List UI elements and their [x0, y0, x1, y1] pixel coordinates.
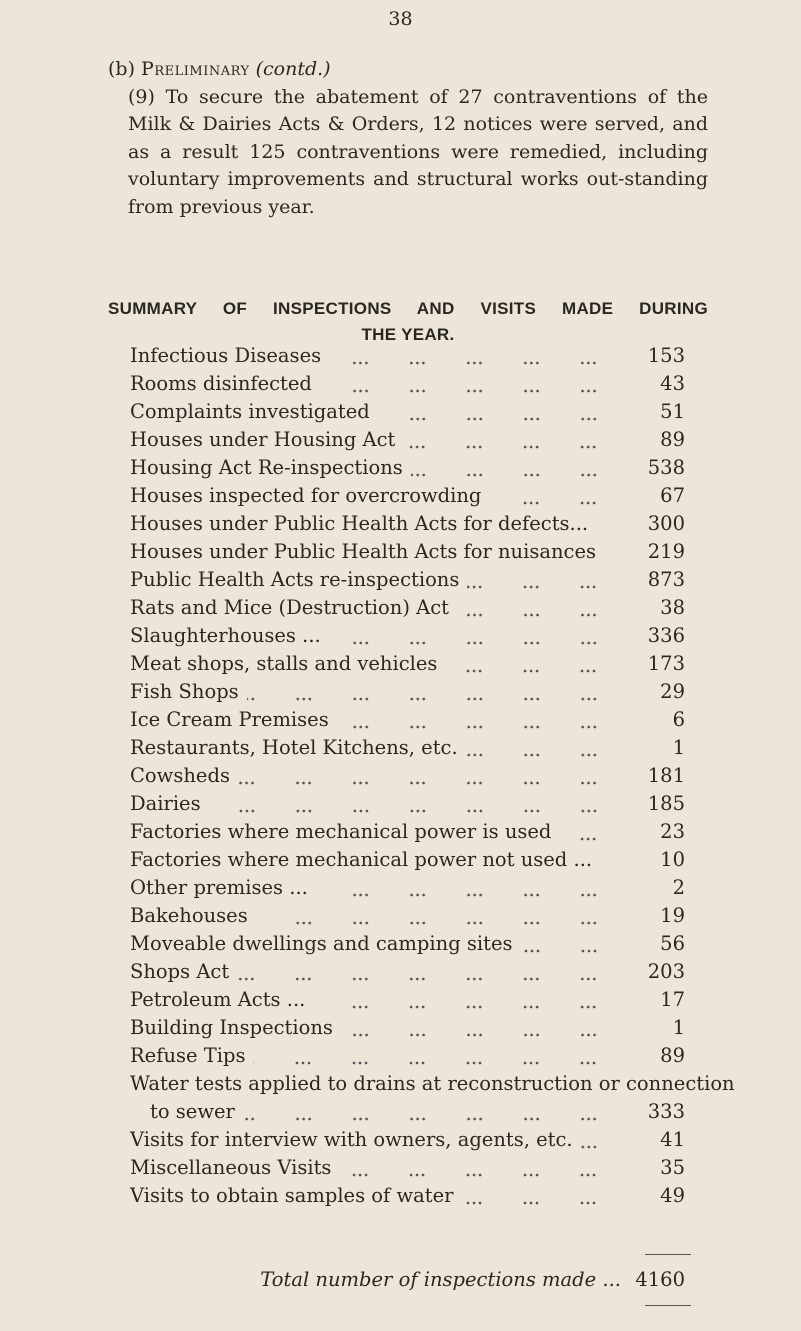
- item-label: Complaints investigated: [130, 400, 370, 423]
- total-rule-top: [645, 1254, 691, 1255]
- item-value: 29: [660, 680, 685, 703]
- item-label: Other premises ...: [130, 876, 308, 899]
- item-label: Restaurants, Hotel Kitchens, etc.: [130, 736, 458, 759]
- list-item: [130, 1184, 685, 1212]
- dot-leader: [600, 865, 625, 869]
- list-item: [130, 596, 685, 624]
- item-value: 333: [647, 1100, 685, 1123]
- item-value: 89: [660, 428, 685, 451]
- list-item-continuation: [130, 1100, 685, 1128]
- item-value: 6: [672, 708, 685, 731]
- total-row: [230, 1268, 685, 1291]
- item-value: 185: [647, 792, 685, 815]
- list-item: [130, 960, 685, 988]
- item-label: Petroleum Acts ...: [130, 988, 306, 1011]
- list-item: [130, 428, 685, 456]
- dot-leader: [320, 389, 625, 393]
- item-label: Houses under Public Health Acts for defects...: [130, 512, 589, 535]
- item-value: 153: [647, 344, 685, 367]
- item-label: Dairies: [130, 792, 201, 815]
- list-item: [130, 904, 685, 932]
- item-value: 2: [672, 876, 685, 899]
- item-label: Visits for interview with owners, agents, etc.: [130, 1128, 573, 1151]
- item-value: 336: [647, 624, 685, 647]
- dot-leader: [604, 557, 625, 561]
- item-value: 49: [660, 1184, 685, 1207]
- item-value: 181: [647, 764, 685, 787]
- dot-leader: [521, 949, 625, 953]
- item-value: 19: [660, 904, 685, 927]
- item-value: 67: [660, 484, 685, 507]
- item-label: Rats and Mice (Destruction) Act: [130, 596, 449, 619]
- dot-leader: [253, 1061, 625, 1065]
- list-item: [130, 708, 685, 736]
- summary-heading: [108, 296, 708, 348]
- list-item: [130, 764, 685, 792]
- section-contd: (contd.): [255, 58, 331, 80]
- item-value: 10: [660, 848, 685, 871]
- total-rule-bottom: [645, 1305, 691, 1306]
- item-label: Rooms disinfected: [130, 372, 312, 395]
- item-label: Refuse Tips: [130, 1044, 246, 1067]
- dot-leader: [403, 445, 625, 449]
- item-label: Building Inspections: [130, 1016, 333, 1039]
- paragraph-text: To secure the abatement of 27 contraventions of the Milk & Dairies Acts & Orders, 12 notices were served, and as a result 125 contraventions were remedied, including voluntary improvements and structural works out-standing from previous year.: [128, 85, 708, 218]
- item-value: 538: [647, 456, 685, 479]
- dot-leader: [329, 361, 625, 365]
- dot-leader: [559, 837, 625, 841]
- page-number: 38: [388, 8, 413, 30]
- item-label: Miscellaneous Visits: [130, 1156, 332, 1179]
- section-heading: [108, 56, 708, 84]
- dot-leader: [466, 753, 625, 757]
- item-value: 38: [660, 596, 685, 619]
- inspection-list: [130, 344, 735, 1212]
- list-item: [130, 792, 685, 820]
- list-item: [130, 540, 685, 568]
- item-label: Factories where mechanical power is used: [130, 820, 552, 843]
- dot-leader: [209, 809, 625, 813]
- list-item: [130, 1128, 685, 1156]
- item-value: 23: [660, 820, 685, 843]
- list-item: [130, 400, 685, 428]
- dot-leader: [461, 1201, 625, 1205]
- list-item: [130, 848, 685, 876]
- list-item: [130, 624, 685, 652]
- item-label: Fish Shops: [130, 680, 239, 703]
- list-item: [130, 876, 685, 904]
- item-label: Housing Act Re-inspections: [130, 456, 403, 479]
- item-value: 1: [672, 736, 685, 759]
- item-value: 219: [647, 540, 685, 563]
- list-item: [130, 1016, 685, 1044]
- item-label: Meat shops, stalls and vehicles: [130, 652, 438, 675]
- item-value: 51: [660, 400, 685, 423]
- dot-leader: [457, 613, 625, 617]
- list-item: [130, 372, 685, 400]
- paragraph-9: [108, 84, 708, 222]
- item-label: Houses under Public Health Acts for nuisances: [130, 540, 597, 563]
- item-value: 89: [660, 1044, 685, 1067]
- dot-leader: [467, 585, 625, 589]
- dot-leader: [237, 977, 625, 981]
- item-value: 17: [660, 988, 685, 1011]
- item-label: Cowsheds: [130, 764, 230, 787]
- dot-leader: [445, 669, 625, 673]
- list-item: [130, 736, 685, 764]
- list-item: [130, 1156, 685, 1184]
- dot-leader: [313, 1005, 625, 1009]
- list-item: [130, 652, 685, 680]
- dot-leader: [337, 725, 625, 729]
- dot-leader: [247, 697, 625, 701]
- dot-leader: [238, 781, 625, 785]
- dot-leader: [339, 1173, 625, 1177]
- summary-heading-line2: THE YEAR.: [361, 325, 455, 344]
- item-value: 1: [672, 1016, 685, 1039]
- item-value: 35: [660, 1156, 685, 1179]
- item-label: Houses under Housing Act: [130, 428, 396, 451]
- list-item: [130, 1044, 685, 1072]
- dot-leader: [581, 1145, 625, 1149]
- item-label: Water tests applied to drains at reconstruction or connection: [130, 1072, 735, 1095]
- list-item: [130, 484, 685, 512]
- item-label: Ice Cream Premises: [130, 708, 329, 731]
- list-item: [130, 680, 685, 708]
- list-item: [130, 344, 685, 372]
- total-label: Total number of inspections made ...: [260, 1268, 621, 1291]
- preliminary-section: [108, 56, 708, 221]
- item-label: Slaughterhouses ...: [130, 624, 321, 647]
- dot-leader: [243, 1117, 625, 1121]
- list-item: [130, 456, 685, 484]
- item-value: 56: [660, 932, 685, 955]
- item-value: 873: [647, 568, 685, 591]
- item-label-continued: to sewer: [150, 1100, 235, 1123]
- item-value: 43: [660, 372, 685, 395]
- item-label: Shops Act: [130, 960, 230, 983]
- dot-leader: [256, 921, 625, 925]
- item-label: Houses inspected for overcrowding: [130, 484, 482, 507]
- paragraph-number: (9): [128, 85, 155, 108]
- item-value: 173: [647, 652, 685, 675]
- dot-leader: [596, 529, 625, 533]
- summary-heading-line1: SUMMARY OF INSPECTIONS AND VISITS MADE DURING: [108, 299, 708, 318]
- section-marker: (b): [108, 58, 135, 80]
- item-label: Bakehouses: [130, 904, 248, 927]
- section-title: Preliminary: [141, 58, 250, 80]
- item-label: Visits to obtain samples of water: [130, 1184, 454, 1207]
- list-item: [130, 512, 685, 540]
- dot-leader: [341, 1033, 625, 1037]
- list-item: [130, 1072, 735, 1100]
- total-value: 4160: [635, 1268, 685, 1291]
- list-item: [130, 568, 685, 596]
- item-label: Public Health Acts re-inspections: [130, 568, 460, 591]
- item-value: 41: [660, 1128, 685, 1151]
- dot-leader: [489, 501, 625, 505]
- dot-leader: [329, 641, 625, 645]
- item-label: Factories where mechanical power not used ...: [130, 848, 593, 871]
- item-label: Infectious Diseases: [130, 344, 322, 367]
- list-item: [130, 932, 685, 960]
- item-value: 300: [647, 512, 685, 535]
- dot-leader: [378, 417, 625, 421]
- dot-leader: [411, 473, 625, 477]
- item-value: 203: [647, 960, 685, 983]
- dot-leader: [316, 893, 625, 897]
- list-item: [130, 988, 685, 1016]
- list-item: [130, 820, 685, 848]
- item-label: Moveable dwellings and camping sites: [130, 932, 513, 955]
